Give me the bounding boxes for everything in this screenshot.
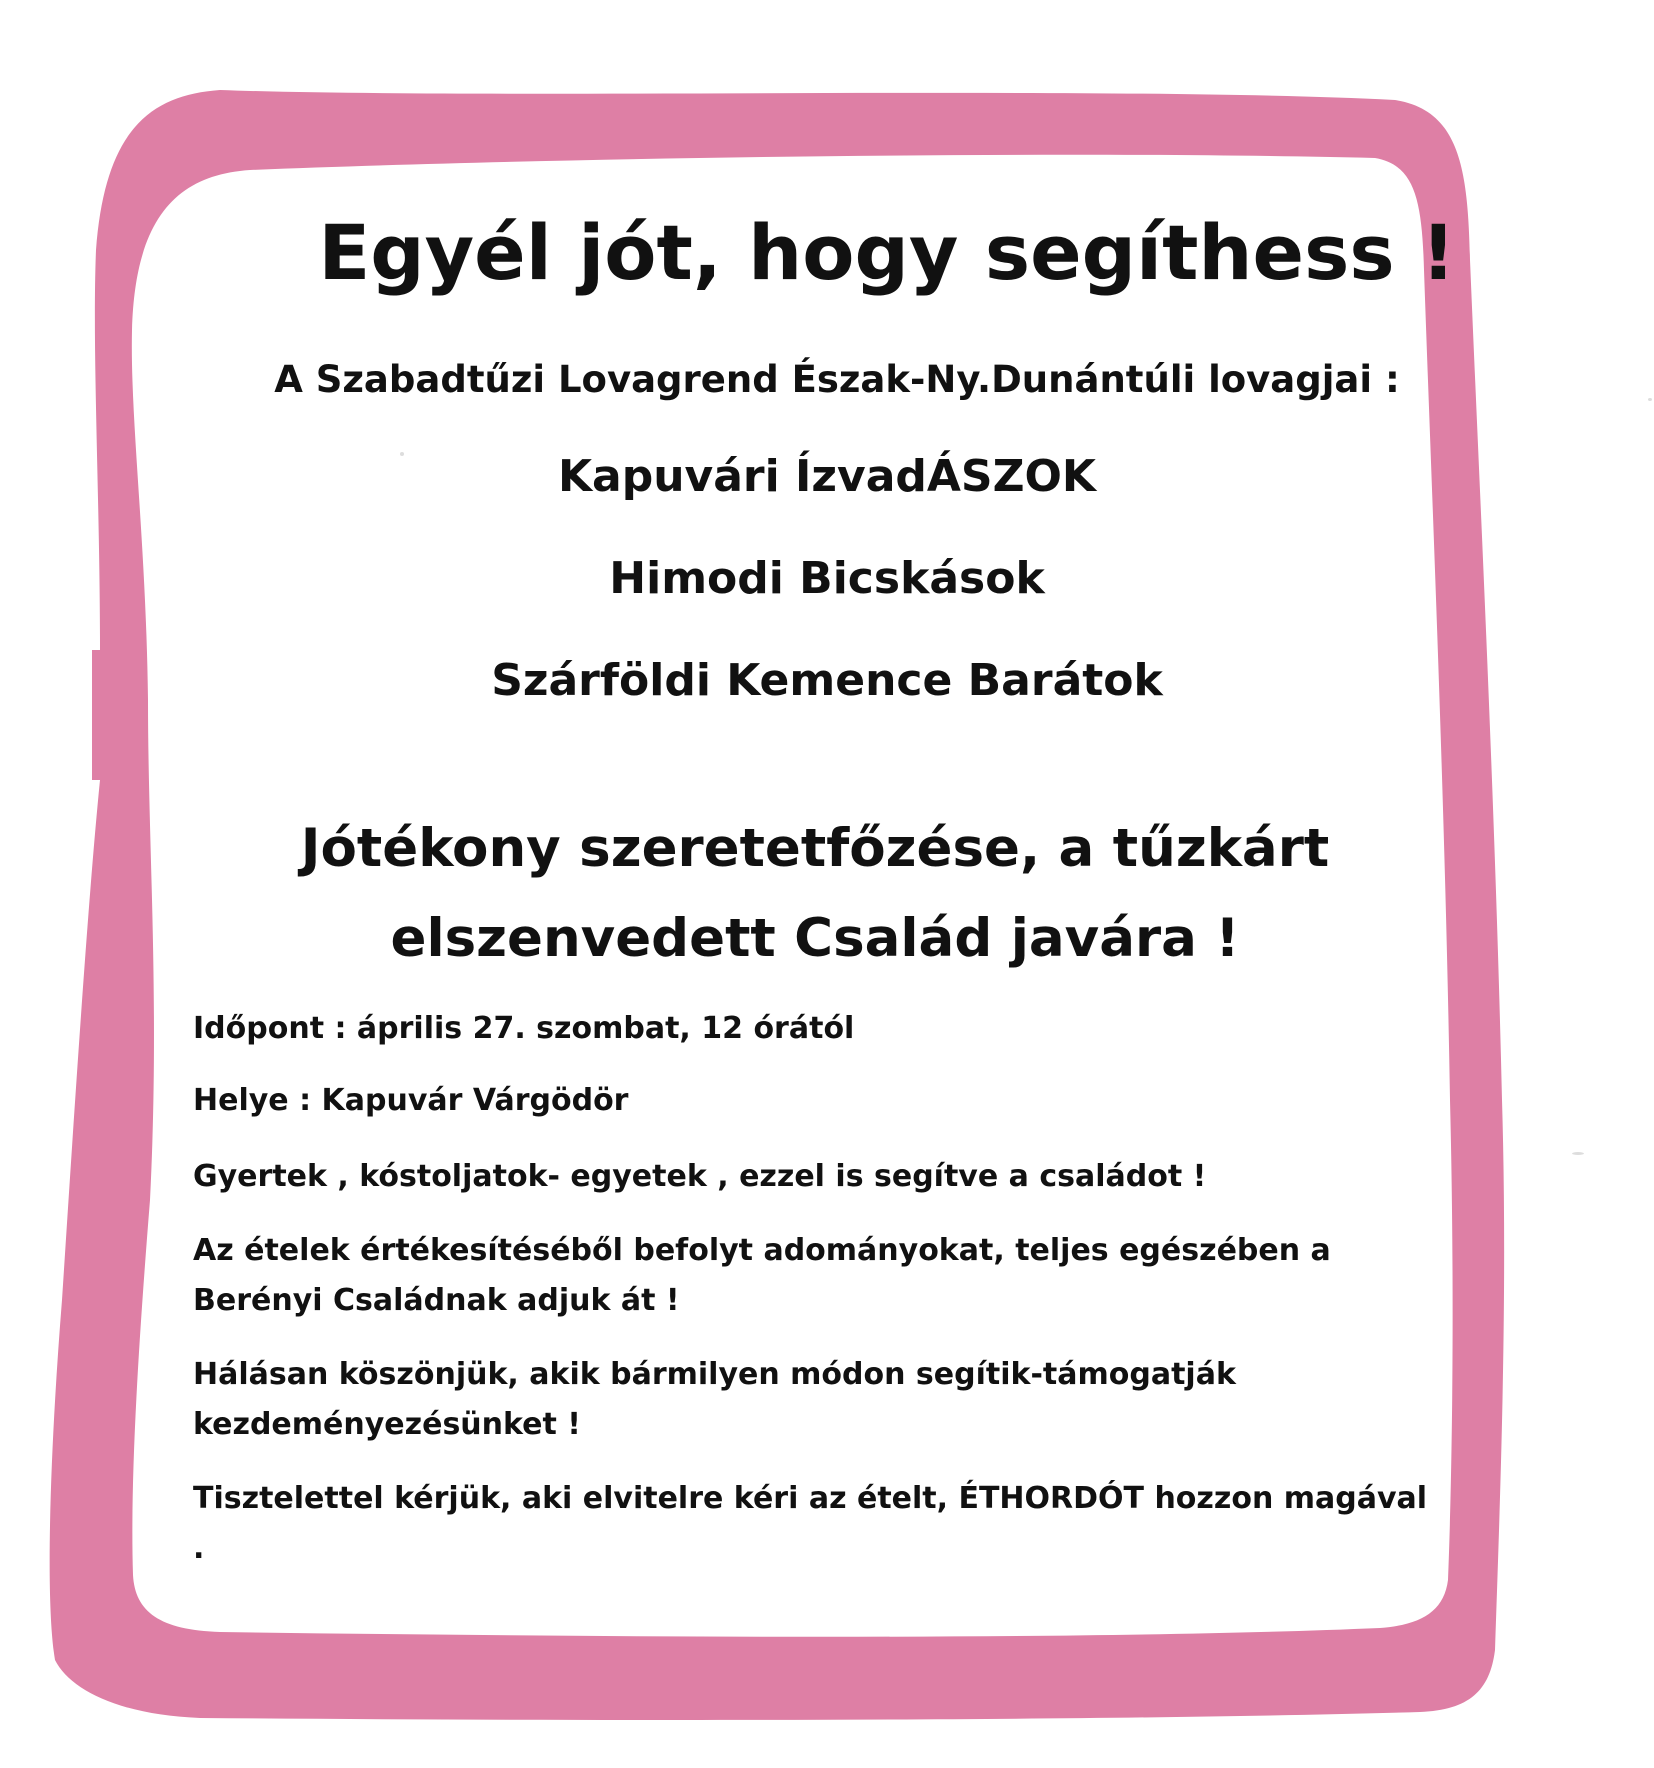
donation-text: Az ételek értékesítéséből befolyt adományokat, teljes egészében a Berényi Családnak adjuk át ! bbox=[193, 1233, 1331, 1318]
scan-speck bbox=[1648, 398, 1652, 401]
event-headline-line-2: elszenvedett Család javára ! bbox=[390, 908, 1240, 969]
event-place: Helye : Kapuvár Várgödör bbox=[193, 1083, 629, 1118]
event-time: Időpont : április 27. szombat, 12 órától bbox=[193, 1011, 855, 1046]
group-name-szarfoldi: Szárföldi Kemence Barátok bbox=[491, 655, 1163, 706]
thanks-text: Hálásan köszönjük, akik bármilyen módon segítik-támogatják kezdeményezésünket ! bbox=[193, 1357, 1236, 1442]
invitation-text: Gyertek , kóstoljatok- egyetek , ezzel is segítve a családot ! bbox=[193, 1159, 1207, 1194]
scan-speck bbox=[400, 452, 404, 456]
poster-title: Egyél jót, hogy segíthess ! bbox=[318, 208, 1456, 297]
group-name-himodi: Himodi Bicskások bbox=[609, 553, 1045, 604]
scan-speck bbox=[1572, 1152, 1584, 1155]
container-request-text: Tisztelettel kérjük, aki elvitelre kéri az ételt, ÉTHORDÓT hozzon magával . bbox=[193, 1481, 1428, 1566]
poster-subtitle: A Szabadtűzi Lovagrend Észak-Ny.Dunántúli lovagjai : bbox=[274, 358, 1400, 401]
event-headline-line-1: Jótékony szeretetfőzése, a tűzkárt bbox=[300, 818, 1330, 879]
group-name-kapuvari: Kapuvári ÍzvadÁSZOK bbox=[557, 451, 1097, 502]
